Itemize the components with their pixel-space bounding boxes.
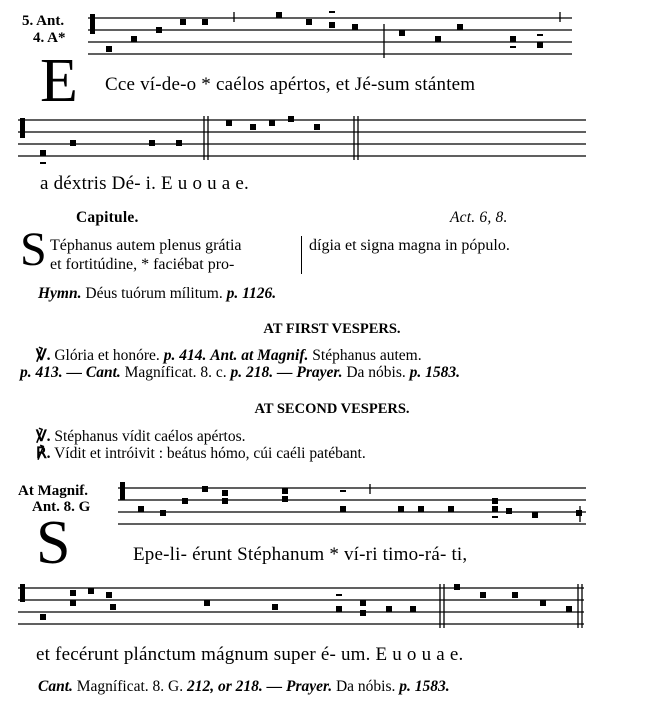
response-text: Vídit et intróivit : beátus hómo, cúi caéli patébant. [54, 445, 366, 462]
drop-cap-e: E [40, 47, 78, 115]
mode-label-2: 4. A* [33, 30, 66, 46]
response-symbol: ℟. [36, 445, 51, 462]
versicle-symbol: ℣. [36, 428, 51, 445]
cant-label: — Cant. [66, 364, 121, 381]
first-vespers-heading: AT FIRST VESPERS. [263, 321, 401, 337]
antiphon-1-lyrics-line-2: a déxtris Dé- i. E u o u a e. [40, 173, 249, 194]
hymn-page: p. 1126. [226, 285, 277, 302]
hymn-label: Hymn. [38, 285, 82, 302]
second-vespers-response [36, 444, 366, 463]
versicle-symbol: ℣. [36, 347, 51, 364]
chant-staff-2 [18, 112, 588, 168]
first-vespers-line-2 [20, 364, 460, 382]
cant-page: p. 218. [230, 364, 274, 381]
antiphon-2-lyrics-line-1: Epe-li- érunt Stéphanum * ví-ri timo-rá- ti, [133, 544, 468, 565]
capitule-line-3: dígia et signa magna in pópulo. [309, 237, 510, 254]
chant-staff-1 [88, 10, 576, 60]
prayer-text: Da nóbis. [346, 364, 406, 381]
footer-cant-label: Cant. [38, 678, 73, 695]
mode-label-3: At Magnif. [18, 483, 88, 499]
first-vespers-line-1 [36, 346, 422, 365]
prayer-label: — Prayer. [277, 364, 343, 381]
footer-prayer-label: — Prayer. [266, 678, 333, 695]
footer-cant-text: Magníficat. 8. G. [76, 678, 184, 695]
second-vespers-heading: AT SECOND VESPERS. [254, 401, 410, 417]
ant-page: p. 413. [20, 364, 63, 381]
ant-text: Stéphanus autem. [312, 347, 422, 364]
versicle-text: Glória et honóre. [54, 347, 160, 364]
mode-label-4: Ant. 8. G [32, 499, 91, 515]
capitule-label: Capitule. [76, 209, 139, 226]
column-divider [301, 236, 302, 274]
antiphon-1-lyrics-line-1: Cce ví-de-o * caélos apértos, et Jé-sum stántem [105, 74, 476, 95]
footer-prayer-page: p. 1583. [399, 678, 450, 695]
ant-label: Ant. at Magnif. [210, 347, 309, 364]
hymn-line [38, 285, 276, 303]
cant-text: Magníficat. 8. c. [124, 364, 227, 381]
footer-cant-page: 212, [186, 678, 215, 695]
footer-line [38, 678, 450, 696]
versicle-text: Stéphanus vídit caélos apértos. [54, 428, 246, 445]
antiphon-2-lyrics-line-2: et fecérunt plánctum mágnum super é- um. E u o u a e. [36, 644, 464, 665]
capitule-reference: Act. 6, 8. [450, 209, 508, 226]
footer-or: or [217, 678, 232, 695]
drop-cap-s: S [20, 223, 47, 276]
drop-cap-s-2: S [36, 509, 71, 577]
footer-cant-page-2: 218. [235, 678, 263, 695]
capitule-line-1: Téphanus autem plenus grátia [50, 237, 242, 254]
chant-staff-4 [18, 580, 588, 636]
hymn-text: Déus tuórum mílitum. [85, 285, 223, 302]
footer-prayer-text: Da nóbis. [335, 678, 396, 695]
versicle-page: p. 414. [163, 347, 207, 364]
prayer-page: p. 1583. [409, 364, 461, 381]
capitule-line-2: et fortitúdine, * faciébat pro- [50, 256, 235, 273]
chant-staff-3 [118, 480, 590, 530]
mode-label-1: 5. Ant. [22, 13, 65, 29]
